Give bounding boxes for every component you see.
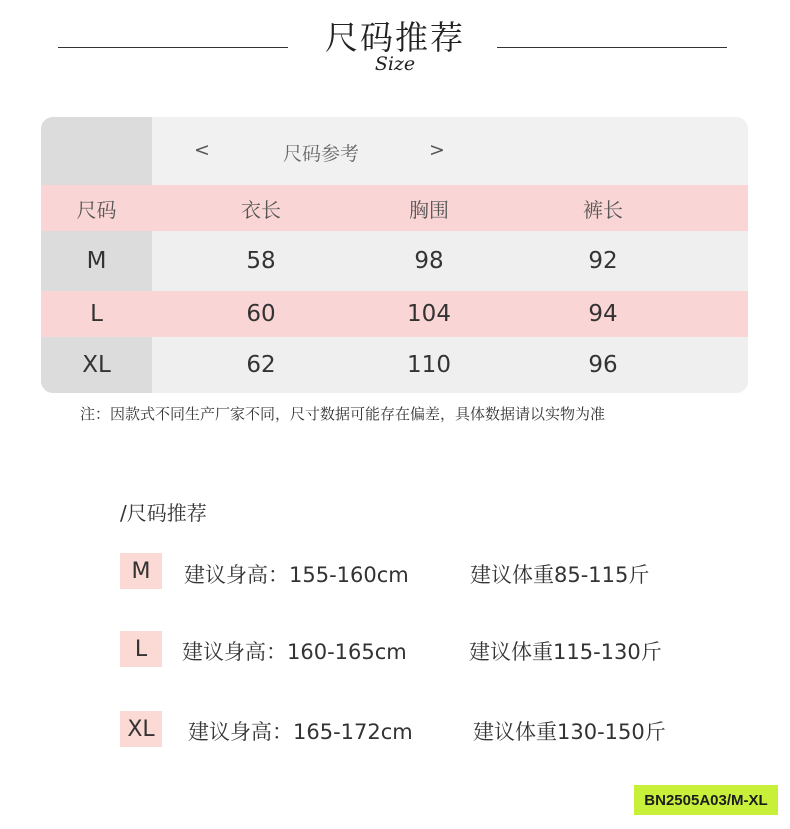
page-title: 尺码推荐 (325, 18, 465, 57)
column-header-pants-length: 裤长 (583, 197, 623, 222)
size-table (41, 117, 748, 393)
table-nav-row (41, 117, 748, 185)
product-code-tag: BN2505A03/M-XL (634, 785, 778, 815)
recommended-height-m: 建议身高：155-160cm (184, 563, 409, 587)
recommended-height-l: 建议身高：160-165cm (182, 640, 407, 664)
table-cell: 96 (588, 352, 618, 378)
next-arrow-icon[interactable]: > (429, 139, 445, 161)
table-cell: 104 (407, 301, 451, 327)
table-header-row (41, 185, 748, 231)
table-corner-cell (41, 117, 152, 185)
table-cell-size: L (41, 291, 152, 337)
table-row (41, 291, 748, 337)
size-badge-xl: XL (120, 711, 162, 747)
recommended-weight-m: 建议体重85-115斤 (470, 563, 650, 587)
table-cell-size: M (41, 231, 152, 291)
table-cell: 110 (407, 352, 451, 378)
recommended-height-xl: 建议身高：165-172cm (188, 720, 413, 744)
column-header-size: 尺码 (76, 197, 117, 222)
size-badge-l: L (120, 631, 162, 667)
column-header-length: 衣长 (241, 197, 281, 222)
table-cell: 98 (414, 248, 444, 274)
table-cell: 58 (246, 248, 276, 274)
table-row (41, 337, 748, 393)
size-note: 注：因款式不同生产厂家不同，尺寸数据可能存在偏差，具体数据请以实物为准 (80, 405, 606, 423)
table-cell-size: XL (41, 337, 152, 393)
table-cell: 94 (588, 301, 618, 327)
size-badge-m: M (120, 553, 162, 589)
table-nav-bar (152, 117, 748, 185)
column-header-chest: 胸围 (409, 197, 449, 222)
recommended-weight-l: 建议体重115-130斤 (469, 640, 662, 664)
table-cell: 62 (246, 352, 276, 378)
page-subtitle: Size (374, 53, 416, 75)
recommended-weight-xl: 建议体重130-150斤 (473, 720, 666, 744)
table-row (41, 231, 748, 291)
prev-arrow-icon[interactable]: < (194, 139, 210, 161)
table-nav-label: 尺码参考 (282, 143, 359, 165)
table-cell: 60 (246, 301, 276, 327)
recommendation-title: /尺码推荐 (120, 501, 207, 525)
table-cell: 92 (588, 248, 618, 274)
